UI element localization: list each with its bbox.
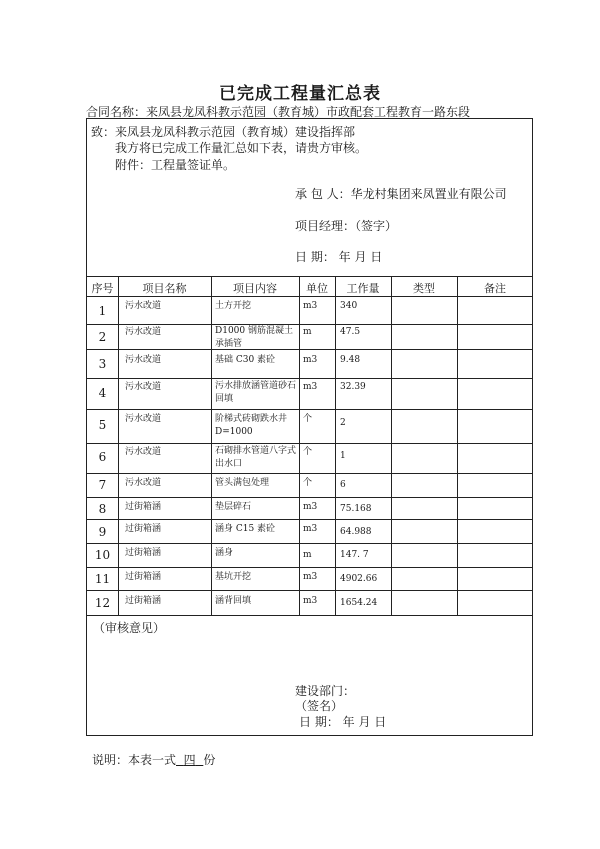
header-type: 类型 — [413, 282, 435, 295]
row-no: 5 — [98, 418, 107, 432]
row-qty: 1 — [340, 451, 346, 461]
row-no: 7 — [98, 478, 107, 492]
column-divider — [211, 276, 212, 615]
row-name: 过街箱涵 — [125, 548, 162, 558]
row-border — [87, 567, 532, 568]
row-border — [87, 349, 532, 350]
row-content: 涵身 — [215, 548, 234, 558]
column-divider — [299, 276, 300, 615]
column-divider — [335, 276, 336, 615]
row-content: 管头满包处理 — [215, 478, 270, 488]
row-name: 过街箱涵 — [125, 524, 162, 534]
footnote-suffix: 份 — [203, 753, 216, 767]
row-content: 基础 C30 素砼 — [215, 355, 276, 365]
row-qty: 47.5 — [340, 327, 361, 337]
row-qty: 340 — [340, 301, 358, 311]
copy-count-value: 四 — [183, 753, 196, 767]
row-no: 10 — [94, 548, 111, 562]
row-name: 过街箱涵 — [125, 572, 162, 582]
row-border — [87, 590, 532, 591]
header-remarks: 备注 — [484, 282, 506, 295]
row-name: 污水改道 — [125, 414, 162, 424]
row-unit: m3 — [303, 355, 318, 365]
project-manager: 项目经理：（签字） — [295, 219, 398, 233]
copy-count — [176, 753, 203, 767]
row-unit: 个 — [303, 414, 313, 424]
header-unit: 单位 — [306, 282, 328, 295]
row-content: 涵背回填 — [215, 596, 252, 606]
row-content: 阶梯式砖砌跌水井 D=1000 — [215, 414, 288, 437]
table-top-border — [87, 276, 532, 277]
row-content: 涵身 C15 素砼 — [215, 524, 276, 534]
body-line-1: 我方将已完成工作量汇总如下表，请贵方审核。 — [115, 141, 368, 155]
row-unit: m — [303, 550, 312, 560]
row-no: 8 — [98, 502, 107, 516]
table-bottom-border — [87, 615, 532, 616]
row-no: 6 — [98, 450, 107, 464]
contract-name: 合同名称：来凤县龙凤科教示范园（教育城）市政配套工程教育一路东段 — [86, 105, 471, 119]
row-qty: 147. 7 — [340, 550, 369, 560]
header-no: 序号 — [91, 282, 114, 295]
row-content: 垫层碎石 — [215, 502, 252, 512]
row-name: 污水改道 — [125, 301, 162, 311]
column-divider — [391, 276, 392, 615]
row-border — [87, 324, 532, 325]
row-qty: 6 — [340, 480, 346, 490]
row-unit: m3 — [303, 572, 318, 582]
header-bottom-border — [87, 296, 532, 297]
header-name: 项目名称 — [142, 282, 187, 295]
construction-dept: 建设部门： — [295, 684, 356, 698]
review-date-line: 日 期： 年 月 日 — [299, 715, 387, 729]
column-divider — [118, 276, 119, 615]
row-qty: 64.988 — [340, 527, 372, 537]
row-name: 污水改道 — [125, 478, 162, 488]
row-unit: 个 — [303, 478, 313, 488]
row-content: 土方开挖 — [215, 301, 252, 311]
row-name: 污水改道 — [125, 447, 162, 457]
row-no: 2 — [98, 330, 107, 344]
row-name: 污水改道 — [125, 327, 162, 337]
row-unit: 个 — [303, 447, 313, 457]
row-content: 石砌排水管道八字式出水口 — [215, 446, 297, 469]
page-title: 已完成工程量汇总表 — [219, 84, 381, 104]
header-qty: 工作量 — [346, 282, 380, 295]
row-content: D1000 钢筋混凝土承插管 — [215, 326, 293, 349]
row-no: 9 — [98, 525, 107, 539]
header-content: 项目内容 — [233, 282, 277, 295]
signature-label: （签名） — [295, 699, 344, 713]
row-qty: 9.48 — [340, 355, 361, 365]
row-name: 污水改道 — [125, 355, 162, 365]
row-border — [87, 409, 532, 410]
row-no: 4 — [98, 386, 107, 400]
footnote-prefix: 说明：本表一式 — [92, 753, 177, 767]
row-border — [87, 378, 532, 379]
row-border — [87, 519, 532, 520]
row-unit: m3 — [303, 596, 318, 606]
row-no: 12 — [94, 596, 111, 610]
row-qty: 1654.24 — [340, 598, 378, 608]
row-no: 3 — [98, 357, 107, 371]
row-border — [87, 443, 532, 444]
body-line-2: 附件：工程量签证单。 — [115, 158, 236, 172]
row-unit: m3 — [303, 301, 318, 311]
row-qty: 2 — [340, 418, 346, 428]
date-line: 日 期： 年 月 日 — [295, 250, 383, 264]
row-content: 基坑开挖 — [215, 572, 252, 582]
form-frame — [86, 118, 533, 736]
row-no: 11 — [94, 572, 111, 586]
row-name: 过街箱涵 — [125, 502, 162, 512]
row-unit: m3 — [303, 382, 318, 392]
row-border — [87, 543, 532, 544]
row-name: 过街箱涵 — [125, 596, 162, 606]
row-no: 1 — [98, 304, 107, 318]
row-border — [87, 497, 532, 498]
column-divider — [457, 276, 458, 615]
row-unit: m3 — [303, 502, 318, 512]
row-qty: 4902.66 — [340, 574, 378, 584]
row-qty: 75.168 — [340, 504, 372, 514]
row-unit: m — [303, 327, 312, 337]
row-qty: 32.39 — [340, 382, 366, 392]
contractor: 承 包 人：华龙村集团来凤置业有限公司 — [295, 187, 507, 201]
row-content: 污水排放涵管道砂石回填 — [215, 381, 297, 404]
review-label: （审核意见） — [93, 621, 166, 635]
row-name: 污水改道 — [125, 382, 162, 392]
row-unit: m3 — [303, 524, 318, 534]
row-border — [87, 473, 532, 474]
addressee: 致：来凤县龙凤科教示范园（教育城）建设指挥部 — [91, 125, 356, 139]
footnote — [92, 751, 215, 768]
